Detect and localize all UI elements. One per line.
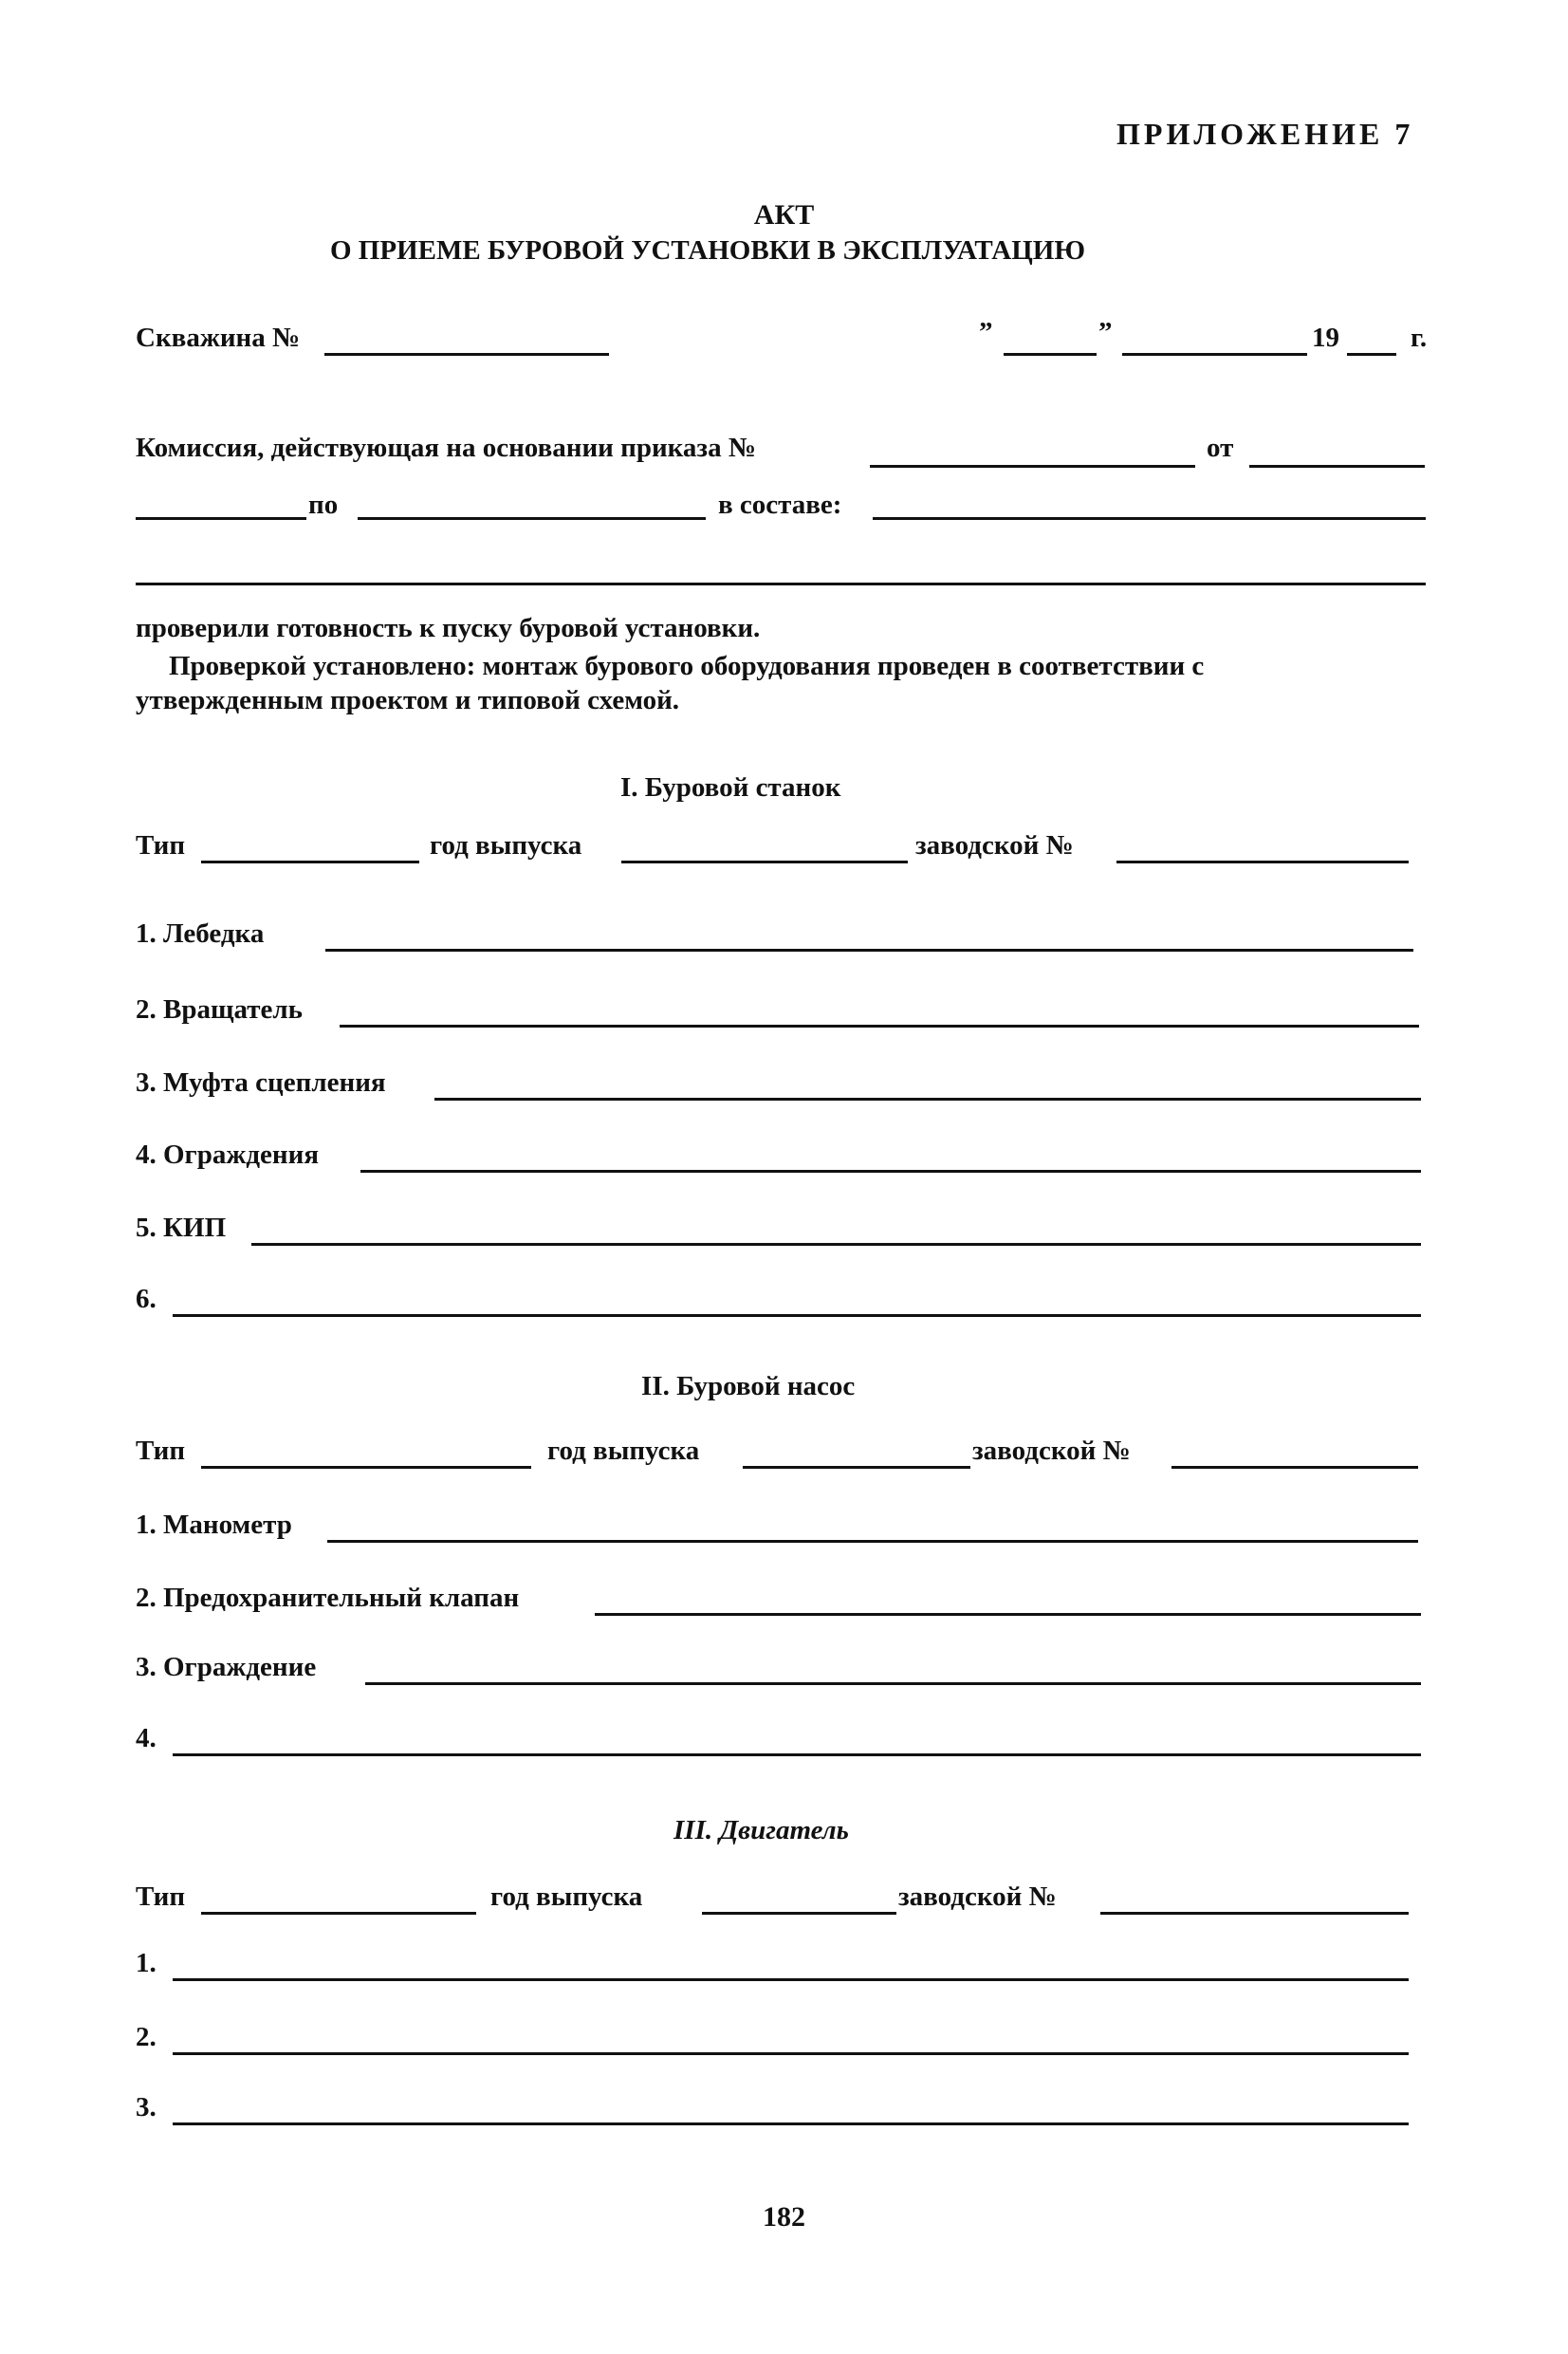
order-date-continued-field[interactable] — [136, 517, 306, 520]
section3-type-field[interactable] — [201, 1912, 476, 1915]
date-year-suffix: г. — [1411, 323, 1428, 353]
section1-item-field[interactable] — [360, 1170, 1421, 1173]
section2-heading: II. Буровой насос — [641, 1371, 856, 1401]
document-title: АКТ — [753, 199, 815, 231]
date-year-prefix: 19 — [1312, 323, 1339, 353]
section1-item: 6. — [136, 1284, 157, 1314]
section2-item: 2. Предохранительный клапан — [136, 1583, 520, 1613]
paragraph-line-1: проверили готовность к пуску буровой установки. — [136, 613, 761, 643]
section3-item: 3. — [136, 2092, 157, 2122]
paragraph-line-2: Проверкой установлено: монтаж бурового оборудования проведен в соответствии с — [169, 651, 1205, 681]
section1-heading: I. Буровой станок — [620, 772, 841, 803]
section1-type-field[interactable] — [201, 861, 419, 863]
section1-serial-field[interactable] — [1116, 861, 1409, 863]
section2-year-field[interactable] — [743, 1466, 970, 1469]
composition-field[interactable] — [873, 517, 1426, 520]
paragraph-line-3: утвержденным проектом и типовой схемой. — [136, 685, 680, 715]
section2-type-field[interactable] — [201, 1466, 531, 1469]
composition-field-2[interactable] — [136, 583, 1426, 585]
section3-item: 1. — [136, 1948, 157, 1978]
section1-item: 4. Ограждения — [136, 1140, 320, 1170]
section1-item-field[interactable] — [251, 1243, 1421, 1246]
section2-serial-field[interactable] — [1171, 1466, 1418, 1469]
section1-item: 2. Вращатель — [136, 994, 303, 1025]
section1-item: 3. Муфта сцепления — [136, 1067, 386, 1098]
date-day-field[interactable] — [1004, 353, 1097, 356]
appendix-label: ПРИЛОЖЕНИЕ 7 — [1116, 117, 1414, 151]
section2-item-field[interactable] — [365, 1682, 1421, 1685]
commission-by-label: по — [308, 490, 339, 520]
well-number-field[interactable] — [324, 353, 609, 356]
section3-serial-field[interactable] — [1100, 1912, 1409, 1915]
section3-item-field[interactable] — [173, 1978, 1409, 1981]
order-date-field[interactable] — [1249, 465, 1425, 468]
section1-type-label: Тип — [136, 830, 186, 861]
section1-year-label: год выпуска — [430, 830, 582, 861]
section3-year-field[interactable] — [702, 1912, 896, 1915]
section2-item-field[interactable] — [327, 1540, 1418, 1543]
section2-type-label: Тип — [136, 1436, 186, 1466]
commission-from-label: от — [1207, 433, 1234, 463]
section2-serial-label: заводской № — [972, 1436, 1131, 1466]
section3-item-field[interactable] — [173, 2122, 1409, 2125]
date-month-field[interactable] — [1122, 353, 1307, 356]
section3-item-field[interactable] — [173, 2052, 1409, 2055]
order-issuer-field[interactable] — [358, 517, 706, 520]
section2-item-field[interactable] — [595, 1613, 1421, 1616]
date-quote-close: ” — [1098, 317, 1113, 347]
date-quote-open: ” — [979, 317, 993, 347]
section2-item: 4. — [136, 1723, 157, 1753]
section1-item: 1. Лебедка — [136, 918, 265, 949]
section1-year-field[interactable] — [621, 861, 908, 863]
section2-item: 3. Ограждение — [136, 1652, 317, 1682]
section3-item: 2. — [136, 2022, 157, 2052]
order-number-field[interactable] — [870, 465, 1195, 468]
section3-year-label: год выпуска — [490, 1881, 643, 1912]
section1-item-field[interactable] — [325, 949, 1413, 952]
section1-item-field[interactable] — [173, 1314, 1421, 1317]
date-year-field[interactable] — [1347, 353, 1396, 356]
section1-serial-label: заводской № — [915, 830, 1074, 861]
section3-serial-label: заводской № — [898, 1881, 1057, 1912]
section2-item-field[interactable] — [173, 1753, 1421, 1756]
commission-text: Комиссия, действующая на основании приказа № — [136, 433, 756, 463]
section1-item-field[interactable] — [340, 1025, 1419, 1028]
well-label: Скважина № — [136, 323, 301, 353]
commission-composition-label: в составе: — [718, 490, 842, 520]
section3-type-label: Тип — [136, 1881, 186, 1912]
section1-item-field[interactable] — [434, 1098, 1421, 1101]
section3-heading: III. Двигатель — [673, 1815, 849, 1845]
page-number: 182 — [763, 2201, 805, 2233]
section2-year-label: год выпуска — [547, 1436, 700, 1466]
section2-item: 1. Манометр — [136, 1510, 292, 1540]
section1-item: 5. КИП — [136, 1213, 227, 1243]
document-subtitle: О ПРИЕМЕ БУРОВОЙ УСТАНОВКИ В ЭКСПЛУАТАЦИЮ — [330, 235, 1085, 266]
